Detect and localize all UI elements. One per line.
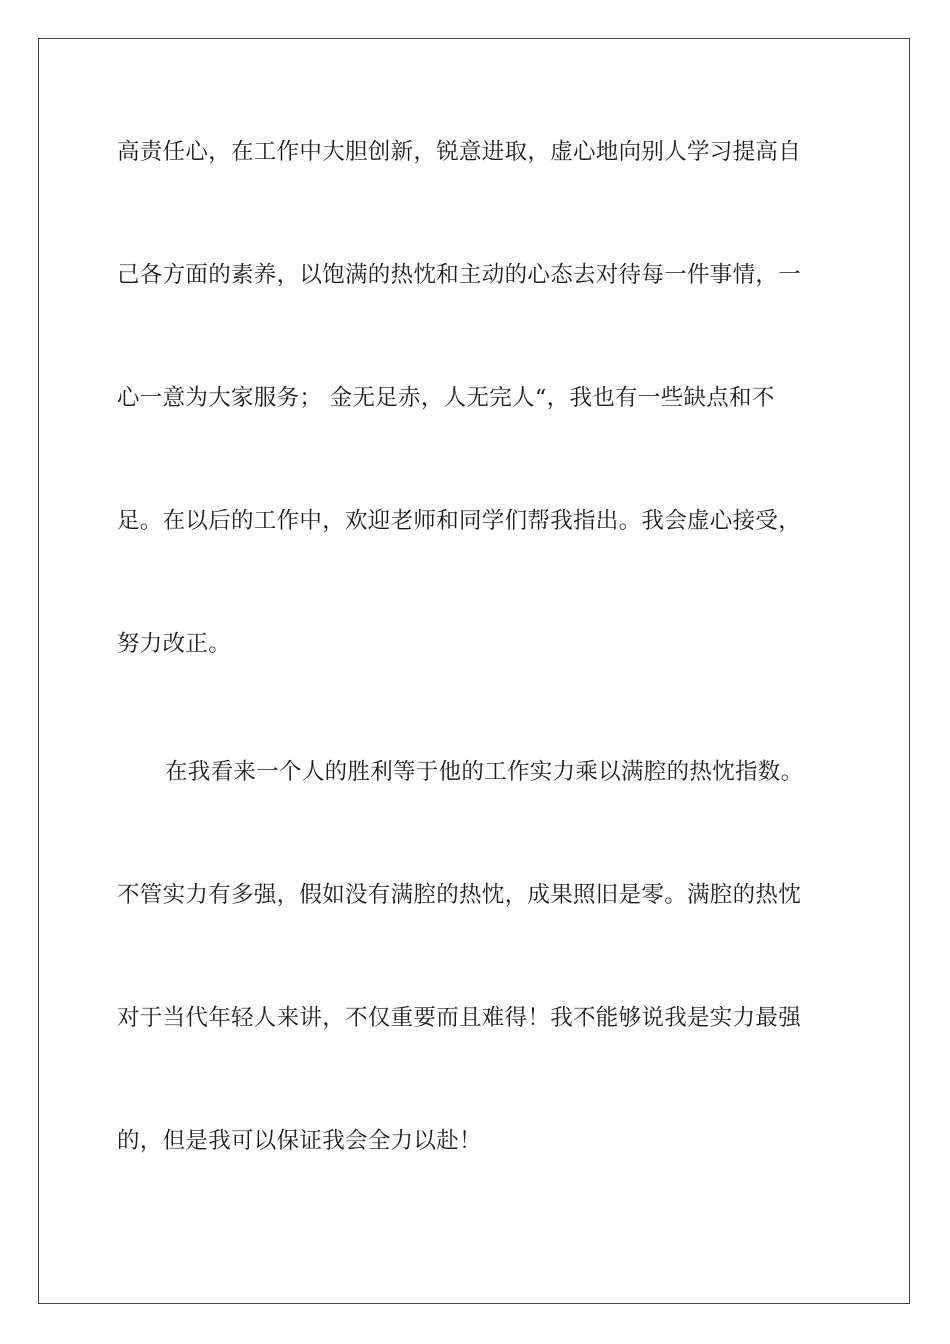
text-line: 对于当代年轻人来讲，不仅重要而且难得！我不能够说我是实力最强 — [117, 1005, 802, 1031]
text-line: 心一意为大家服务； 金无足赤，人无完人“，我也有一些缺点和不 — [117, 385, 775, 411]
text-line: 足。在以后的工作中，欢迎老师和同学们帮我指出。我会虚心接受， — [117, 508, 802, 534]
text-line: 己各方面的素养，以饱满的热忱和主动的心态去对待每一件事情，一 — [117, 262, 802, 288]
paragraph-first-line: 在我看来一个人的胜利等于他的工作实力乘以满腔的热忱指数。 — [165, 759, 804, 785]
text-line: 努力改正。 — [117, 631, 232, 657]
page-border — [38, 38, 910, 1304]
text-line: 的，但是我可以保证我会全力以赴！ — [117, 1128, 482, 1154]
text-line: 不管实力有多强，假如没有满腔的热忱，成果照旧是零。满腔的热忱 — [117, 882, 802, 908]
text-line: 高责任心，在工作中大胆创新，锐意进取，虚心地向别人学习提高自 — [117, 139, 802, 165]
